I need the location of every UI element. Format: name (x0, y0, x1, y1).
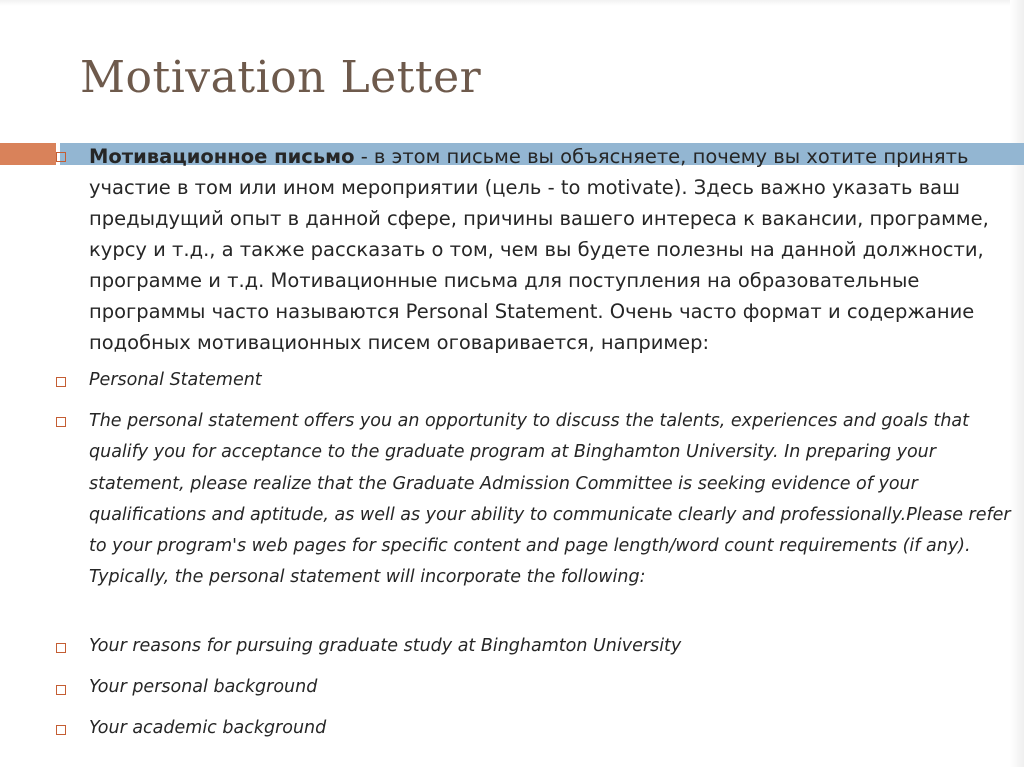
bullet-square-icon (56, 377, 66, 387)
bullet-text-statement-description: The personal statement offers you an opportunity to discuss the talents, experiences and goals that qualify you for acceptance to the graduate program at Binghamton University. In preparing your statement, please realize that the Graduate Admission Committee is seeking evidence of your qualifications and aptitude, as well as your ability to communicate clearly and professionally.Please refer to your program's web pages for specific content and page length/word count requirements (if any). Typically, the personal statement will incorporate the following: (89, 411, 1011, 588)
bullet-text-personal-statement: Personal Statement (89, 370, 262, 390)
bullet-square-icon (56, 725, 66, 735)
slide-title: Motivation Letter (80, 52, 482, 103)
definition-text: - в этом письме вы объясняете, почему вы хотите принять участие в том или ином мероприятии (цель - to motivate). Здесь важно указать ваш предыдущий опыт в данной сфере, причины вашего интереса к вакансии, программе, курсу и т.д., а также рассказать о том, чем вы будете полезны на данной должности, программе и т.д. Мотивационные письма для поступления на образовательные программы часто называются Personal Statement. Очень часто формат и содержание подобных мотивационных писем оговаривается, например: (89, 145, 989, 354)
bullet-text-definition (89, 141, 1019, 358)
definition-term: Мотивационное письмо (89, 145, 355, 168)
bullet-text-reasons: Your reasons for pursuing graduate study at Binghamton University (89, 636, 682, 656)
slide-top-edge (0, 0, 1024, 6)
bullet-text-personal-background: Your personal background (89, 677, 318, 697)
accent-bar-orange (0, 143, 56, 165)
bullet-square-icon (56, 417, 66, 427)
bullet-square-icon (56, 152, 66, 162)
bullet-text-academic-background: Your academic background (89, 718, 327, 738)
bullet-square-icon (56, 643, 66, 653)
bullet-square-icon (56, 685, 66, 695)
slide-right-edge (1010, 0, 1024, 767)
